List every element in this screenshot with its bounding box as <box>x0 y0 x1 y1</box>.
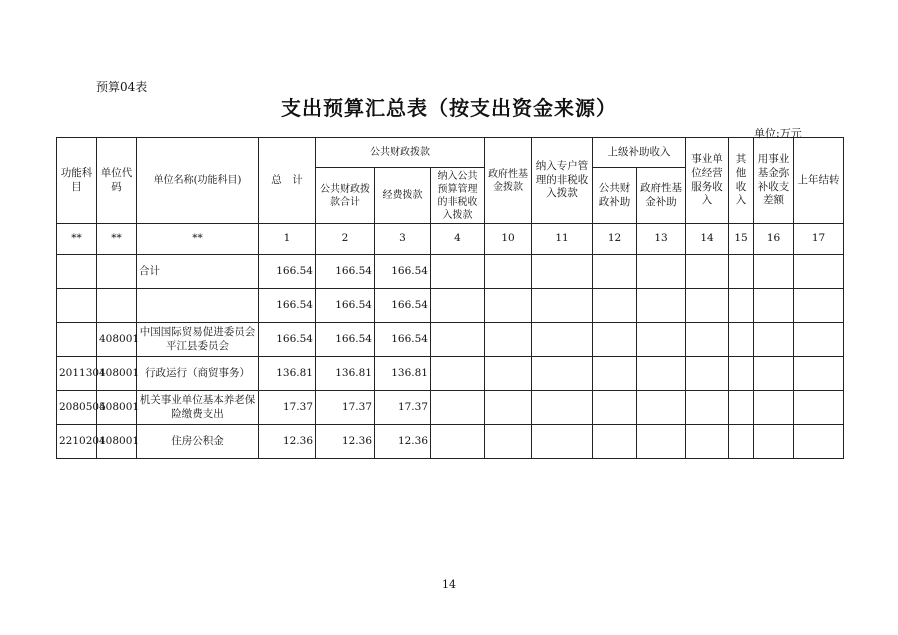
unit-label: 单位:万元 <box>754 127 802 140</box>
total-cell: 166.54 <box>259 323 316 357</box>
header-unit-code: 单位代码 <box>97 138 137 224</box>
header-other-income: 其他收入 <box>729 138 754 224</box>
index-cell: 4 <box>431 224 485 255</box>
unit-name-cell: 行政运行（商贸事务） <box>137 357 259 391</box>
index-cell: 3 <box>375 224 431 255</box>
header-gov-fund-subsidy: 政府性基金补助 <box>637 168 686 224</box>
unit-code-cell <box>97 289 137 323</box>
unit-code-cell <box>97 255 137 289</box>
column-index-row <box>57 224 844 255</box>
index-cell: 15 <box>729 224 754 255</box>
func-code-cell: 2080505 <box>57 391 97 425</box>
header-nontax-public: 纳入公共预算管理的非税收入拨款 <box>431 168 485 224</box>
total-cell: 12.36 <box>259 425 316 459</box>
unit-name-cell: 合计 <box>137 255 259 289</box>
index-cell: 1 <box>259 224 316 255</box>
funding-cell: 166.54 <box>375 255 431 289</box>
header-total: 总 计 <box>259 138 316 224</box>
index-cell: 11 <box>532 224 593 255</box>
unit-name-cell: 机关事业单位基本养老保险缴费支出 <box>137 391 259 425</box>
index-cell: ** <box>137 224 259 255</box>
funding-cell: 17.37 <box>375 391 431 425</box>
document-title: 支出预算汇总表（按支出资金来源） <box>281 96 617 120</box>
header-superior-subsidy: 上级补助收入 <box>593 138 686 168</box>
header-special-nontax: 纳入专户管理的非税收入拨款 <box>532 138 593 224</box>
budget-table <box>56 137 844 459</box>
header-unit-name: 单位名称(功能科目) <box>137 138 259 224</box>
pf-total-cell: 166.54 <box>316 323 375 357</box>
total-cell: 136.81 <box>259 357 316 391</box>
header-business-income: 事业单位经营服务收入 <box>686 138 729 224</box>
table-row <box>57 425 844 459</box>
func-code-cell <box>57 289 97 323</box>
table-row <box>57 357 844 391</box>
pf-total-cell: 12.36 <box>316 425 375 459</box>
func-code-cell: 2011301 <box>57 357 97 391</box>
table-row <box>57 391 844 425</box>
unit-code-cell: 408001 <box>97 391 137 425</box>
index-cell: 14 <box>686 224 729 255</box>
document-label: 预算04表 <box>96 80 148 94</box>
header-public-finance: 公共财政拨款 <box>316 138 485 168</box>
funding-cell: 166.54 <box>375 289 431 323</box>
header-gov-fund: 政府性基金拨款 <box>485 138 532 224</box>
func-code-cell <box>57 255 97 289</box>
total-cell: 17.37 <box>259 391 316 425</box>
index-cell: ** <box>97 224 137 255</box>
index-cell: ** <box>57 224 97 255</box>
header-funding: 经费拨款 <box>375 168 431 224</box>
pf-total-cell: 166.54 <box>316 289 375 323</box>
funding-cell: 136.81 <box>375 357 431 391</box>
funding-cell: 166.54 <box>375 323 431 357</box>
index-cell: 16 <box>754 224 794 255</box>
pf-total-cell: 166.54 <box>316 255 375 289</box>
header-prior-carryover: 上年结转 <box>794 138 844 224</box>
table-row <box>57 255 844 289</box>
index-cell: 2 <box>316 224 375 255</box>
total-cell: 166.54 <box>259 289 316 323</box>
total-cell: 166.54 <box>259 255 316 289</box>
header-public-finance-total: 公共财政拨款合计 <box>316 168 375 224</box>
pf-total-cell: 136.81 <box>316 357 375 391</box>
func-code-cell: 2210201 <box>57 425 97 459</box>
funding-cell: 12.36 <box>375 425 431 459</box>
table-row <box>57 289 844 323</box>
index-cell: 13 <box>637 224 686 255</box>
page-number: 14 <box>442 578 456 591</box>
table-row <box>57 323 844 357</box>
unit-code-cell: 408001 <box>97 357 137 391</box>
pf-total-cell: 17.37 <box>316 391 375 425</box>
unit-name-cell: 住房公积金 <box>137 425 259 459</box>
header-public-finance-subsidy: 公共财政补助 <box>593 168 637 224</box>
index-cell: 10 <box>485 224 532 255</box>
unit-code-cell: 408001 <box>97 425 137 459</box>
index-cell: 12 <box>593 224 637 255</box>
func-code-cell <box>57 323 97 357</box>
unit-name-cell <box>137 289 259 323</box>
header-fund-balance: 用事业基金弥补收支差额 <box>754 138 794 224</box>
unit-name-cell: 中国国际贸易促进委员会平江县委员会 <box>137 323 259 357</box>
unit-code-cell: 408001 <box>97 323 137 357</box>
index-cell: 17 <box>794 224 844 255</box>
header-func-code: 功能科目 <box>57 138 97 224</box>
